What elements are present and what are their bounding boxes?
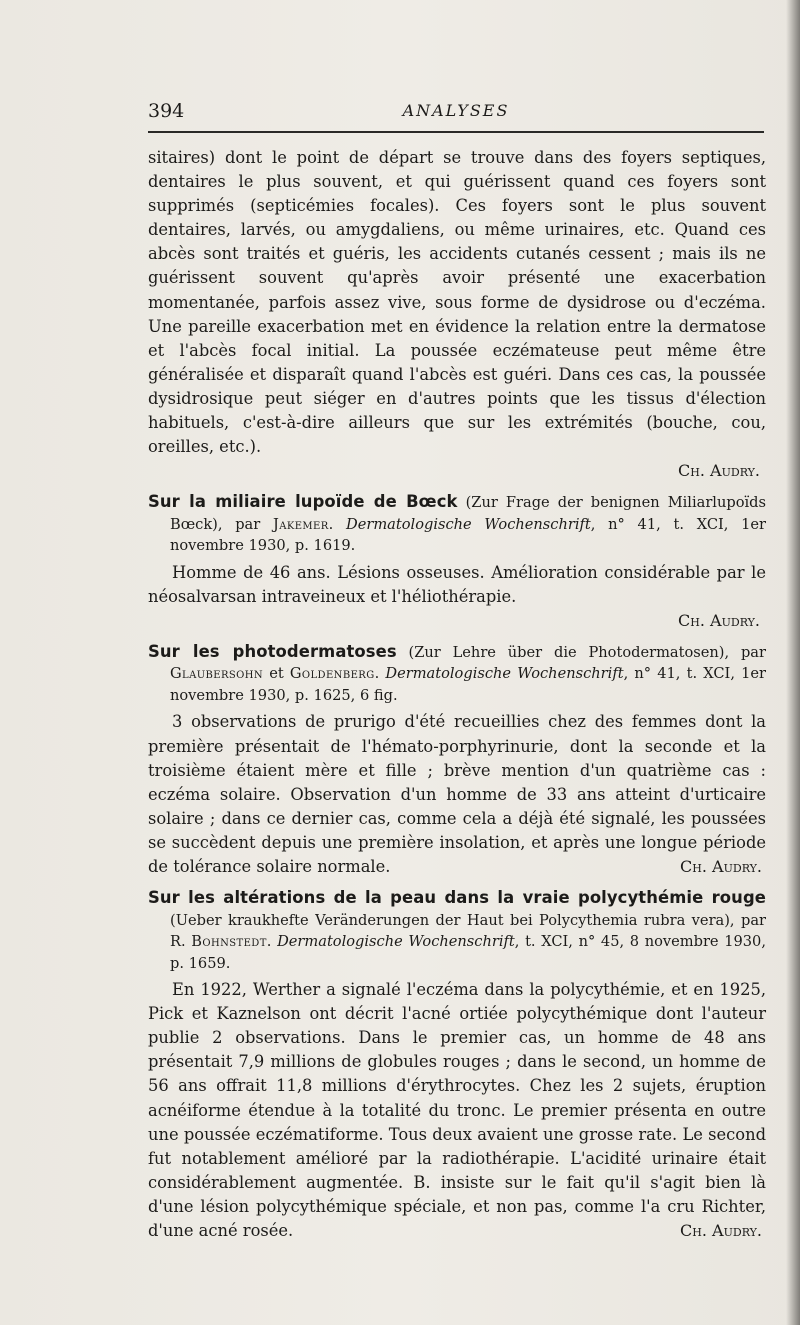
article-2-ref-mid: et xyxy=(263,665,290,683)
intro-signature: Ch. Audry. xyxy=(678,461,760,481)
article-3-body-text: En 1922, Werther a signalé l'eczéma dans la polycythémie, et en 1925, Pick et Kaznelson ont décrit l'acné ortiée polycythémique dont l'auteur publie 2 observations. Dans le premier cas, un homme de 48 ans présentait 7,9 millions de globules rouges ; dans le second, un homme de 56 ans offrait 11,8 millions d'érythrocytes. Chez les 2 sujets, éruption acnéiforme étendue à la totalité du tronc. Le premier présenta en outre une poussée eczématiforme. Tous deux avaient une grosse rate. Le second fut notablement amélioré par la radiothérapie. L'acidité urinaire était considérablement augmentée. B. insiste sur le fait qu'il s'agit bien là d'une lésion polycythémique spéciale, et non pas, comme l'a cru Richter, d'une acné rosée. xyxy=(148,980,766,1240)
article-2-body-text: 3 observations de prurigo d'été recueillies chez des femmes dont la première présentait de l'hémato-porphyrinurie, dont la seconde et la troisième étaient mère et fille ; brève mention d'un quatrième cas : eczéma solaire. Observation d'un homme de 33 ans atteint d'urticaire solaire ; dans ce dernier cas, comme cela a déjà été signalé, les poussées se succèdent depuis une première insolation, et après une longue période de tolérance solaire normale. xyxy=(148,712,766,876)
article-1-title: Sur la miliaire lupoïde de Bœck xyxy=(148,492,458,512)
article-1-ref-mid: . xyxy=(328,515,347,533)
article-2-journal: Dermatologische Wochenschrift xyxy=(385,665,624,683)
header-rule xyxy=(148,131,764,133)
article-2-author-2: Goldenberg xyxy=(289,665,375,683)
article-3-ref-open: (Ueber kraukhefte Veränderungen der Haut bei Polycythemia rubra vera), par R. xyxy=(170,911,766,951)
article-3-ref-close: , t. XCI, n° 45, 8 novembre 1930, p. 1659. xyxy=(170,933,766,972)
article-2-ref-close: , n° 41, t. XCI, 1er novembre 1930, p. 1625, 6 fig. xyxy=(170,665,767,704)
article-3-body xyxy=(148,978,766,1243)
article-3-ref-mid: . xyxy=(266,933,278,951)
article-2-body xyxy=(148,710,766,879)
article-1-author: Jakemer xyxy=(272,515,329,533)
article-1-signature: Ch. Audry. xyxy=(678,610,760,630)
article-3-signature: Ch. Audry. xyxy=(680,1221,762,1240)
article-3-journal: Dermatologische Wochenschrift xyxy=(277,933,515,951)
article-2-author: Glaubersohn xyxy=(170,665,264,683)
page-header xyxy=(148,100,764,124)
article-2-signature: Ch. Audry. xyxy=(680,856,762,876)
article-1-ref-open: (Zur Frage der benignen Miliarlupoïds Bœck), par xyxy=(170,494,767,533)
article-2-ref-mid-2: . xyxy=(374,665,386,683)
article-1-ref-close: , n° 41, t. XCI, 1er novembre 1930, p. 1619. xyxy=(170,515,767,555)
article-3-title: Sur les altérations de la peau dans la vraie polycythémie rouge xyxy=(148,888,766,908)
intro-paragraph: sitaires) dont le point de départ se trouve dans des foyers septiques, dentaires le plus souvent, et qui guérissent quand ces foyers sont supprimés (septicémies focales). Ces foyers sont le plus souvent dentaires, larvés, ou amygdaliens, ou même urinaires, etc. Quand ces abcès sont traités et guéris, les accidents cutanés cessent ; mais ils ne guérissent souvent qu'après avoir présenté une exacerbation momentanée, parfois assez vive, sous forme de dysidrose ou d'eczéma. Une pareille exacerbation met en évidence la relation entre la dermatose et l'abcès focal initial. La poussée eczémateuse peut même être généralisée et disparaît quand l'abcès est guéri. Dans ces cas, la poussée dysidrosique peut siéger en d'autres points que les tissus d'élection habituels, c'est-à-dire ailleurs que sur les extrémités (bouche, cou, oreilles, etc.). xyxy=(148,148,766,457)
article-1-body: Homme de 46 ans. Lésions osseuses. Amélioration considérable par le néosalvarsan intraveineux et l'héliothérapie. xyxy=(148,562,766,606)
running-title: ANALYSES xyxy=(402,101,510,120)
article-3-heading xyxy=(148,887,766,974)
article-3-author: Bohnstedt xyxy=(191,933,267,951)
article-2-ref-open: (Zur Lehre über die Photodermatosen), par xyxy=(396,643,766,661)
article-2-heading xyxy=(148,641,766,707)
page-number: 394 xyxy=(148,100,185,122)
article-1-journal: Dermatologische Wochenschrift xyxy=(346,515,591,533)
page-edge-shadow xyxy=(786,0,800,1325)
article-2-title: Sur les photodermatoses xyxy=(148,641,397,661)
page-content xyxy=(148,146,766,1243)
article-1-heading xyxy=(148,491,766,557)
